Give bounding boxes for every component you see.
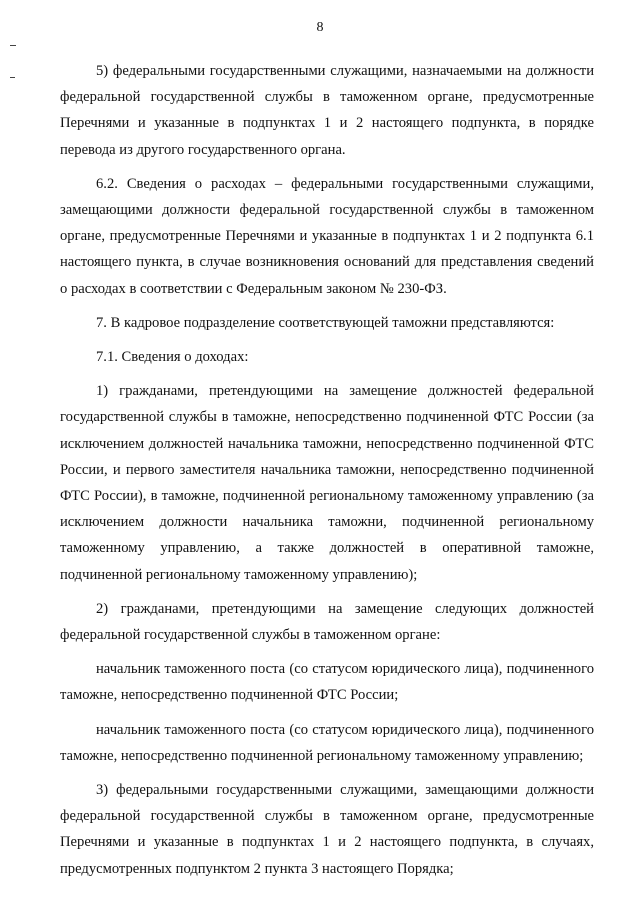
paragraph-7-heading: 7. В кадровое подразделение соответствующей таможни представляются:	[96, 314, 555, 331]
paragraph-3-servants: 3) федеральными государственными служащими, замещающими должности федеральной государственной службы в таможенном органе, предусмотренные Перечнями и указанные в подпунктах 1 и 2 настоящего подпункта, в случаях, предусмотренных подпунктом 2 пункта 3 настоящего Порядка;	[60, 782, 594, 877]
paragraph-2-citizens: 2) гражданами, претендующими на замещение следующих должностей федеральной государственной службы в таможенном органе:	[60, 600, 594, 644]
page-number: 8	[316, 20, 324, 35]
paragraph-1-citizens: 1) гражданами, претендующими на замещение должностей федеральной государственной службы в таможне, непосредственно подчиненной ФТС России (за исключением должностей начальника таможни, непосредственно подчиненной ФТС России, и первого заместителя начальника таможни, непосредственно подчиненной ФТС России), в таможне, подчиненной региональному таможенному управлению (за исключением должности начальника таможни, подчиненной региональному таможенному управлению, а также должностей в оперативной таможне, подчиненной региональному таможенному управлению);	[60, 383, 594, 583]
paragraph-6-2-expenses: 6.2. Сведения о расходах – федеральными государственными служащими, замещающими должности федеральной государственной службы в таможенном органе, предусмотренные Перечнями и указанные в подпунктах 1 и 2 подпункта 6.1 настоящего пункта, в случае возникновения оснований для представления сведений о расходах в соответствии с Федеральным законом № 230-ФЗ.	[60, 175, 594, 297]
paragraph-post-chief-fts: начальник таможенного поста (со статусом юридического лица), подчиненного таможне, непосредственно подчиненной ФТС России;	[60, 661, 594, 704]
document-body	[60, 58, 594, 890]
paragraph-post-chief-regional: начальник таможенного поста (со статусом юридического лица), подчиненного таможне, непосредственно подчиненной региональному таможенному управлению;	[60, 721, 594, 764]
scan-mark	[10, 45, 16, 46]
paragraph-5-transfer: 5) федеральными государственными служащими, назначаемыми на должности федеральной государственной службы в таможенном органе, предусмотренные Перечнями и указанные в подпунктах 1 и 2 настоящего подпункта, в порядке перевода из другого государственного органа.	[60, 63, 594, 158]
scan-mark	[10, 77, 15, 78]
paragraph-7-1-income: 7.1. Сведения о доходах:	[96, 349, 249, 366]
